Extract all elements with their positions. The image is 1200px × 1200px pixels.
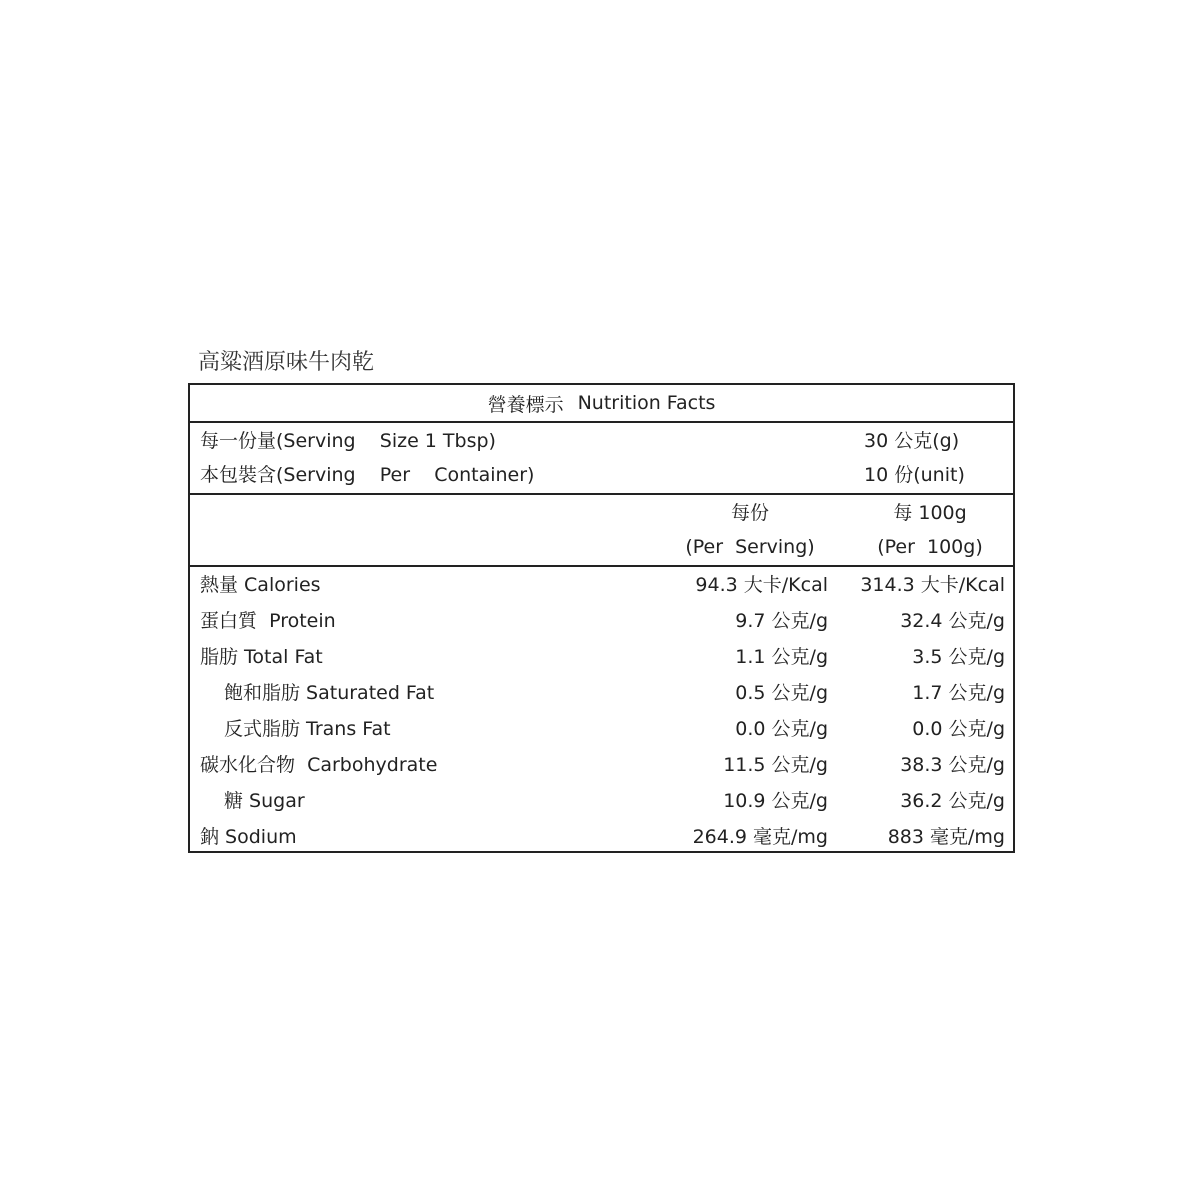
nutrient-name: 蛋白質 Protein: [200, 610, 336, 632]
per-100g-header-en: (Per 100g): [877, 536, 983, 558]
nutrient-name: 反式脂肪 Trans Fat: [224, 718, 391, 740]
per-serving-value: 0.0 公克/g: [735, 718, 828, 740]
per-serving-value: 264.9 毫克/mg: [692, 826, 828, 848]
table-row-sugar: [190, 783, 1013, 819]
per-serving-header-zh: 每份: [730, 502, 769, 524]
table-header: [190, 385, 1013, 423]
nutrition-facts-table: [188, 383, 1015, 853]
table-title-zh: 營養標示: [487, 393, 564, 416]
per-100g-header-zh: 每 100g: [893, 502, 967, 524]
per-serving-value: 9.7 公克/g: [735, 610, 828, 632]
per-100g-value: 38.3 公克/g: [900, 754, 1005, 776]
table-row-protein: [190, 603, 1013, 639]
table-row-sodium: [190, 819, 1013, 855]
product-title: 高粱酒原味牛肉乾: [198, 350, 375, 375]
table-row-carbohydrate: [190, 747, 1013, 783]
serving-size-value: 30 公克(g): [864, 430, 960, 452]
nutrient-name: 糖 Sugar: [224, 790, 305, 812]
serving-size-row: [200, 424, 1013, 458]
nutrient-name: 熱量 Calories: [200, 574, 321, 596]
per-serving-value: 1.1 公克/g: [735, 646, 828, 668]
table-row-saturated-fat: [190, 675, 1013, 711]
nutrient-name: 鈉 Sodium: [200, 826, 297, 848]
nutrient-name: 飽和脂肪 Saturated Fat: [224, 682, 435, 704]
servings-per-container-label: 本包裝含(Serving Per Container): [200, 464, 535, 486]
servings-per-container-value: 10 份(unit): [864, 464, 965, 486]
per-100g-value: 0.0 公克/g: [912, 718, 1005, 740]
per-serving-value: 0.5 公克/g: [735, 682, 828, 704]
column-headers: [190, 495, 1013, 567]
per-100g-value: 883 毫克/mg: [887, 826, 1005, 848]
per-100g-value: 36.2 公克/g: [900, 790, 1005, 812]
per-100g-value: 32.4 公克/g: [900, 610, 1005, 632]
nutrient-name: 碳水化合物 Carbohydrate: [200, 754, 438, 776]
table-row-total-fat: [190, 639, 1013, 675]
serving-info: [190, 423, 1013, 495]
per-100g-value: 3.5 公克/g: [912, 646, 1005, 668]
per-serving-value: 11.5 公克/g: [723, 754, 828, 776]
per-serving-value: 94.3 大卡/Kcal: [695, 574, 828, 596]
table-title-en: Nutrition Facts: [577, 392, 716, 414]
nutrient-name: 脂肪 Total Fat: [200, 646, 323, 668]
table-row-calories: [190, 567, 1013, 603]
per-100g-value: 1.7 公克/g: [912, 682, 1005, 704]
per-serving-header-en: (Per Serving): [685, 536, 815, 558]
table-row-trans-fat: [190, 711, 1013, 747]
per-100g-value: 314.3 大卡/Kcal: [860, 574, 1005, 596]
serving-size-label: 每一份量(Serving Size 1 Tbsp): [200, 430, 496, 452]
servings-per-container-row: [200, 458, 1013, 492]
per-serving-value: 10.9 公克/g: [723, 790, 828, 812]
